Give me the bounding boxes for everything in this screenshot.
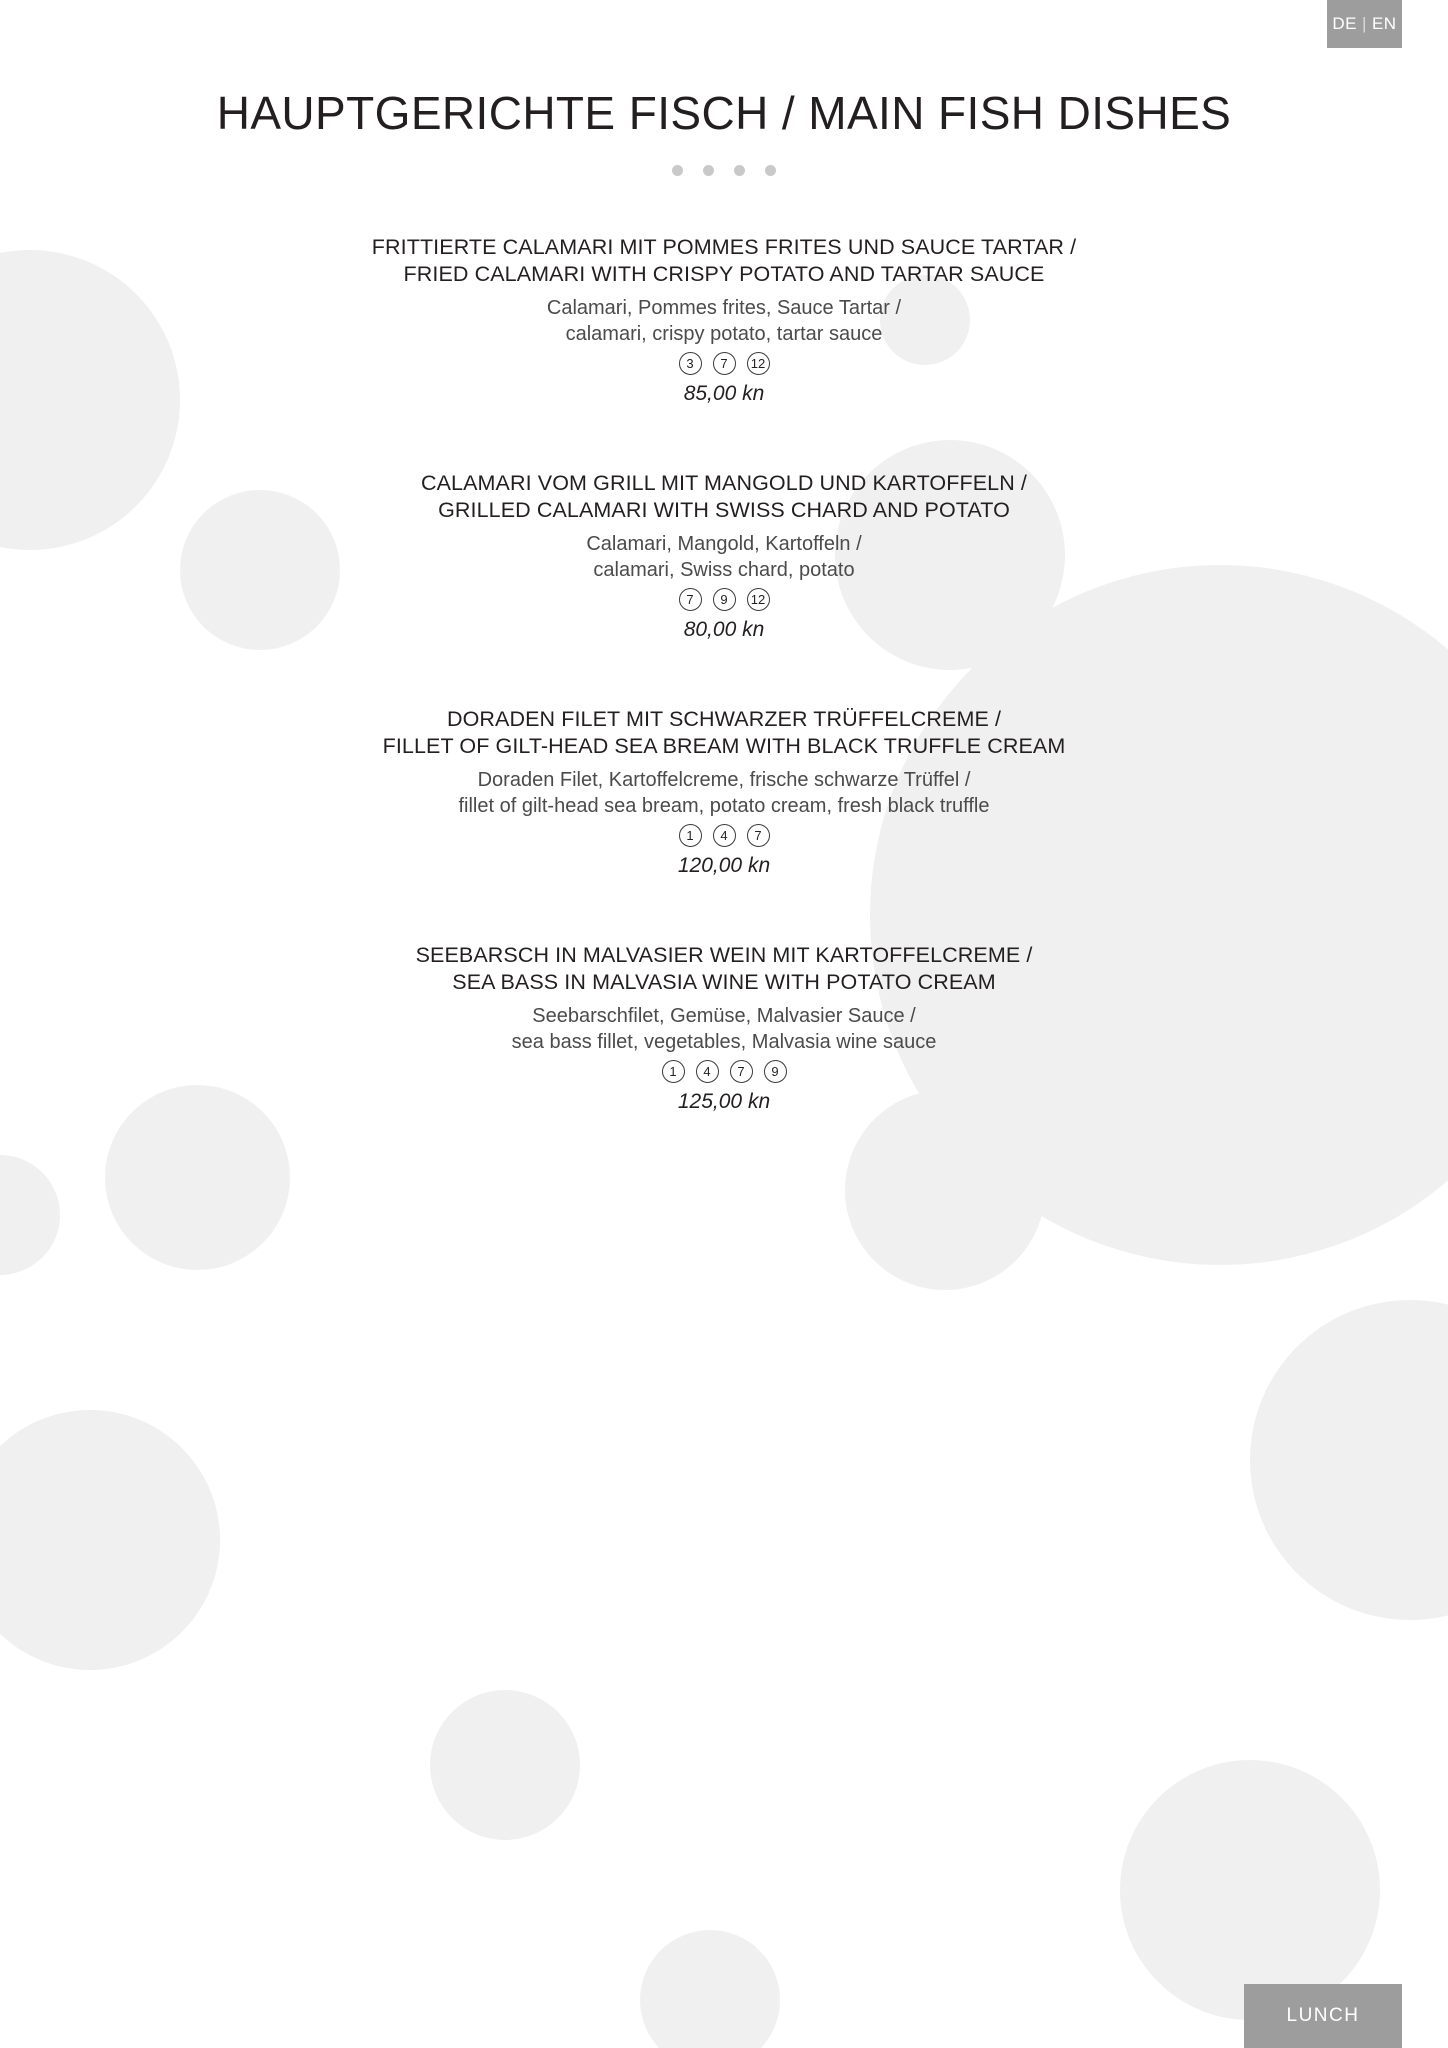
dish-description-de: Calamari, Pommes frites, Sauce Tartar / [546, 296, 902, 319]
background-circle [0, 1410, 220, 1670]
allergen-badge: 12 [747, 588, 770, 611]
dish-item [0, 942, 1448, 1114]
section-divider-dots [0, 165, 1448, 176]
dish-name-en: FRIED CALAMARI WITH CRISPY POTATO AND TARTAR SAUCE [403, 262, 1045, 287]
dish-description-de: Calamari, Mangold, Kartoffeln / [586, 532, 862, 555]
dish-item [0, 706, 1448, 878]
allergen-badge: 7 [747, 824, 770, 847]
dish-name-de: DORADEN FILET MIT SCHWARZER TRÜFFELCREME / [446, 706, 1002, 731]
allergen-badge: 9 [713, 588, 736, 611]
dish-name-de: CALAMARI VOM GRILL MIT MANGOLD UND KARTOFFELN / [420, 470, 1027, 495]
dish-item [0, 234, 1448, 406]
divider-dot [765, 165, 776, 176]
dish-description-en: sea bass fillet, vegetables, Malvasia wine sauce [511, 1030, 937, 1053]
dish-name-de: SEEBARSCH IN MALVASIER WEIN MIT KARTOFFELCREME / [415, 942, 1033, 967]
lunch-button[interactable]: LUNCH [1244, 1984, 1402, 2048]
allergen-badge: 7 [679, 588, 702, 611]
dish-name-en: GRILLED CALAMARI WITH SWISS CHARD AND POTATO [438, 498, 1010, 523]
dish-description-de: Doraden Filet, Kartoffelcreme, frische schwarze Trüffel / [477, 768, 971, 791]
language-option-de[interactable]: DE [1332, 14, 1358, 33]
allergen-badge: 7 [730, 1060, 753, 1083]
allergen-list [0, 588, 1448, 611]
divider-dot [703, 165, 714, 176]
allergen-badge: 4 [696, 1060, 719, 1083]
dish-description-en: fillet of gilt-head sea bream, potato cream, fresh black truffle [458, 794, 990, 817]
background-circle [1120, 1760, 1380, 2020]
background-circle [845, 1090, 1045, 1290]
dish-name-en: SEA BASS IN MALVASIA WINE WITH POTATO CREAM [452, 970, 996, 995]
background-circle [0, 1155, 60, 1275]
allergen-badge: 7 [713, 352, 736, 375]
dish-list [0, 234, 1448, 1114]
allergen-badge: 4 [713, 824, 736, 847]
allergen-list [0, 1060, 1448, 1083]
allergen-badge: 9 [764, 1060, 787, 1083]
dish-name-en: FILLET OF GILT-HEAD SEA BREAM WITH BLACK TRUFFLE CREAM [382, 734, 1066, 759]
dish-price: 125,00 kn [677, 1089, 771, 1113]
allergen-badge: 1 [679, 824, 702, 847]
dish-description-en: calamari, Swiss chard, potato [593, 558, 855, 581]
dish-price: 85,00 kn [683, 381, 765, 405]
allergen-badge: 3 [679, 352, 702, 375]
divider-dot [672, 165, 683, 176]
language-separator: | [1362, 14, 1367, 33]
page-title: HAUPTGERICHTE FISCH / MAIN FISH DISHES [216, 87, 1232, 139]
dish-description-en: calamari, crispy potato, tartar sauce [565, 322, 883, 345]
dish-price: 80,00 kn [683, 617, 765, 641]
allergen-list [0, 824, 1448, 847]
divider-dot [734, 165, 745, 176]
background-circle [1250, 1300, 1448, 1620]
dish-item [0, 470, 1448, 642]
dish-name-de: FRITTIERTE CALAMARI MIT POMMES FRITES UND SAUCE TARTAR / [371, 234, 1077, 259]
allergen-list [0, 352, 1448, 375]
language-option-en[interactable]: EN [1371, 14, 1397, 33]
allergen-badge: 1 [662, 1060, 685, 1083]
allergen-badge: 12 [747, 352, 770, 375]
language-switch[interactable] [1327, 0, 1402, 48]
background-circle [430, 1690, 580, 1840]
dish-price: 120,00 kn [677, 853, 771, 877]
background-circle [640, 1930, 780, 2048]
dish-description-de: Seebarschfilet, Gemüse, Malvasier Sauce / [532, 1004, 916, 1027]
